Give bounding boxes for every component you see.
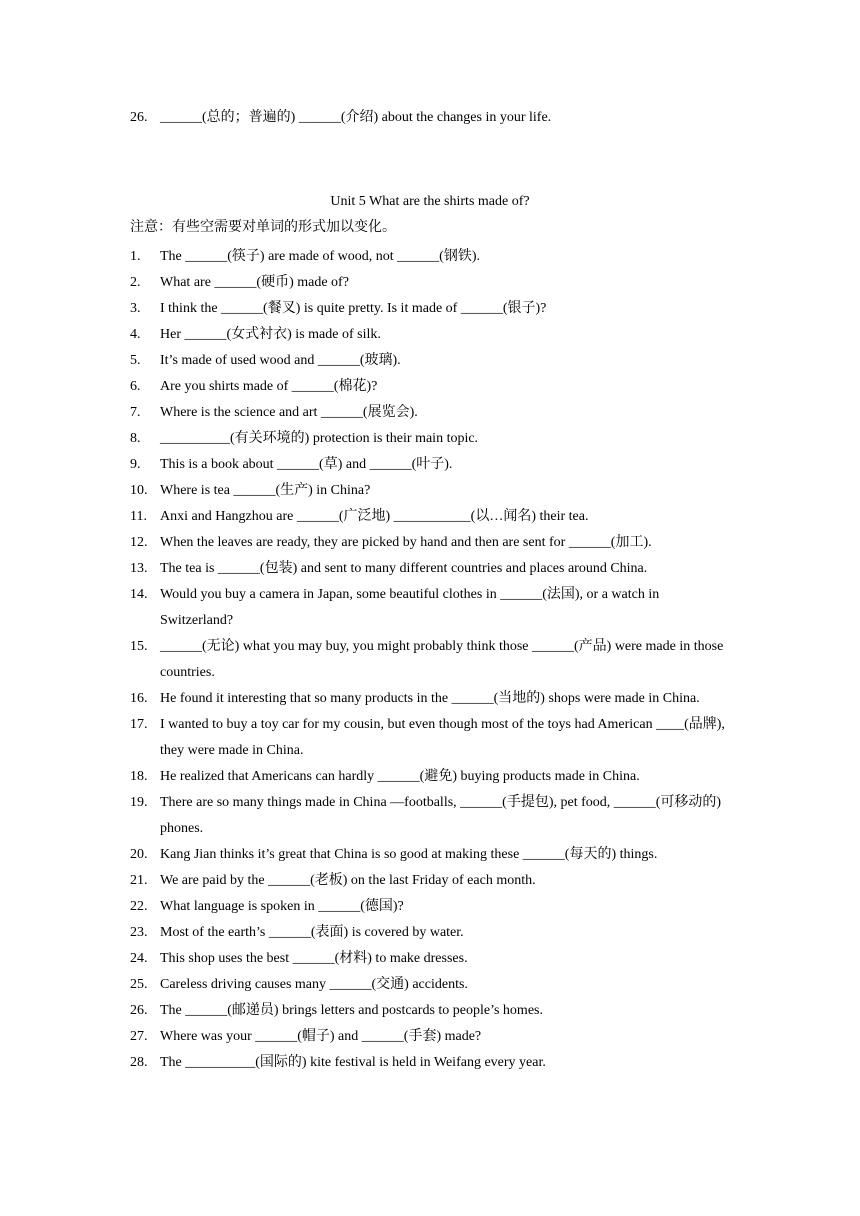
item-number: 14. bbox=[130, 587, 148, 602]
exercise-item bbox=[130, 1024, 740, 1050]
exercise-item bbox=[130, 712, 740, 764]
item-number: 9. bbox=[130, 457, 141, 472]
item-number: 21. bbox=[130, 873, 148, 888]
item-text: He found it interesting that so many products in the ______(当地的) shops were made in China. bbox=[160, 691, 700, 706]
item-number: 28. bbox=[130, 1055, 148, 1070]
item-text: The tea is ______(包装) and sent to many different countries and places around China. bbox=[160, 561, 648, 576]
item-text: Careless driving causes many ______(交通) accidents. bbox=[160, 977, 468, 992]
exercise-list bbox=[130, 244, 740, 1076]
item-number: 22. bbox=[130, 899, 148, 914]
exercise-item bbox=[130, 452, 740, 478]
exercise-item bbox=[130, 842, 740, 868]
exercise-item bbox=[130, 634, 740, 686]
item-text: The ______(筷子) are made of wood, not ______(钢铁). bbox=[160, 249, 480, 264]
item-text: He realized that Americans can hardly ______(避免) buying products made in China. bbox=[160, 769, 640, 784]
item-number: 23. bbox=[130, 925, 148, 940]
item-text: I think the ______(餐叉) is quite pretty. Is it made of ______(银子)? bbox=[160, 301, 547, 316]
item-text: When the leaves are ready, they are picked by hand and then are sent for ______(加工). bbox=[160, 535, 652, 550]
exercise-item bbox=[130, 764, 740, 790]
item-text: There are so many things made in China —footballs, ______(手提包), pet food, ______(可移动的) phones. bbox=[160, 795, 722, 836]
item-number: 18. bbox=[130, 769, 148, 784]
item-number: 5. bbox=[130, 353, 141, 368]
item-number: 27. bbox=[130, 1029, 148, 1044]
item-text: Kang Jian thinks it’s great that China is so good at making these ______(每天的) things. bbox=[160, 847, 658, 862]
item-number: 7. bbox=[130, 405, 141, 420]
item-text: Where was your ______(帽子) and ______(手套) made? bbox=[160, 1029, 482, 1044]
item-number: 26. bbox=[130, 1003, 148, 1018]
item-number: 16. bbox=[130, 691, 148, 706]
item-text: I wanted to buy a toy car for my cousin, but even though most of the toys had American ____(品牌), they were made in China. bbox=[160, 717, 725, 758]
item-text: This shop uses the best ______(材料) to make dresses. bbox=[160, 951, 468, 966]
exercise-item bbox=[130, 296, 740, 322]
exercise-item bbox=[130, 270, 740, 296]
exercise-item bbox=[130, 686, 740, 712]
item-number: 1. bbox=[130, 249, 141, 264]
unit-title: Unit 5 What are the shirts made of? bbox=[330, 194, 530, 209]
item-text: What are ______(硬币) made of? bbox=[160, 275, 349, 290]
item-number: 20. bbox=[130, 847, 148, 862]
item-number: 19. bbox=[130, 795, 148, 810]
exercise-item bbox=[130, 348, 740, 374]
item-number: 2. bbox=[130, 275, 141, 290]
item-number: 11. bbox=[130, 509, 147, 524]
item-number: 8. bbox=[130, 431, 141, 446]
item-number: 24. bbox=[130, 951, 148, 966]
item-text: Would you buy a camera in Japan, some beautiful clothes in ______(法国), or a watch in Switzerland? bbox=[160, 587, 660, 628]
item-text: ______(无论) what you may buy, you might probably think those ______(产品) were made in those countries. bbox=[160, 639, 724, 680]
item-text: Most of the earth’s ______(表面) is covered by water. bbox=[160, 925, 464, 940]
exercise-item bbox=[130, 946, 740, 972]
exercise-item bbox=[130, 998, 740, 1024]
item-text: ______(总的；普遍的) ______(介绍) about the changes in your life. bbox=[160, 110, 552, 125]
item-text: Where is the science and art ______(展览会). bbox=[160, 405, 418, 420]
exercise-item bbox=[130, 530, 740, 556]
item-text: Where is tea ______(生产) in China? bbox=[160, 483, 371, 498]
exercise-item bbox=[130, 478, 740, 504]
item-text: The __________(国际的) kite festival is held in Weifang every year. bbox=[160, 1055, 546, 1070]
exercise-item bbox=[130, 1050, 740, 1076]
item-text: Her ______(女式衬衣) is made of silk. bbox=[160, 327, 381, 342]
exercise-item bbox=[130, 920, 740, 946]
exercise-item bbox=[130, 400, 740, 426]
item-number: 12. bbox=[130, 535, 148, 550]
item-number: 26. bbox=[130, 110, 148, 125]
exercise-item bbox=[130, 426, 740, 452]
item-text: Are you shirts made of ______(棉花)? bbox=[160, 379, 378, 394]
exercise-item bbox=[130, 322, 740, 348]
exercise-item bbox=[130, 790, 740, 842]
item-text: What language is spoken in ______(德国)? bbox=[160, 899, 404, 914]
item-number: 3. bbox=[130, 301, 141, 316]
exercise-item bbox=[130, 868, 740, 894]
item-text: The ______(邮递员) brings letters and postcards to people’s homes. bbox=[160, 1003, 543, 1018]
item-number: 4. bbox=[130, 327, 141, 342]
exercise-item bbox=[130, 582, 740, 634]
exercise-item bbox=[130, 504, 740, 530]
item-text: This is a book about ______(草) and ______(叶子). bbox=[160, 457, 453, 472]
item-text: We are paid by the ______(老板) on the last Friday of each month. bbox=[160, 873, 536, 888]
exercise-item bbox=[130, 894, 740, 920]
item-number: 25. bbox=[130, 977, 148, 992]
instruction-note: 注意：有些空需要对单词的形式加以变化。 bbox=[130, 220, 396, 235]
exercise-item bbox=[130, 244, 740, 270]
exercise-item bbox=[130, 556, 740, 582]
item-text: __________(有关环境的) protection is their main topic. bbox=[160, 431, 479, 446]
previous-exercise-item bbox=[130, 105, 740, 131]
item-number: 17. bbox=[130, 717, 148, 732]
exercise-item bbox=[130, 374, 740, 400]
item-number: 13. bbox=[130, 561, 148, 576]
exercise-item bbox=[130, 972, 740, 998]
item-number: 10. bbox=[130, 483, 148, 498]
item-text: It’s made of used wood and ______(玻璃). bbox=[160, 353, 401, 368]
item-number: 6. bbox=[130, 379, 141, 394]
item-text: Anxi and Hangzhou are ______(广泛地) ___________(以…闻名) their tea. bbox=[160, 509, 589, 524]
item-number: 15. bbox=[130, 639, 148, 654]
